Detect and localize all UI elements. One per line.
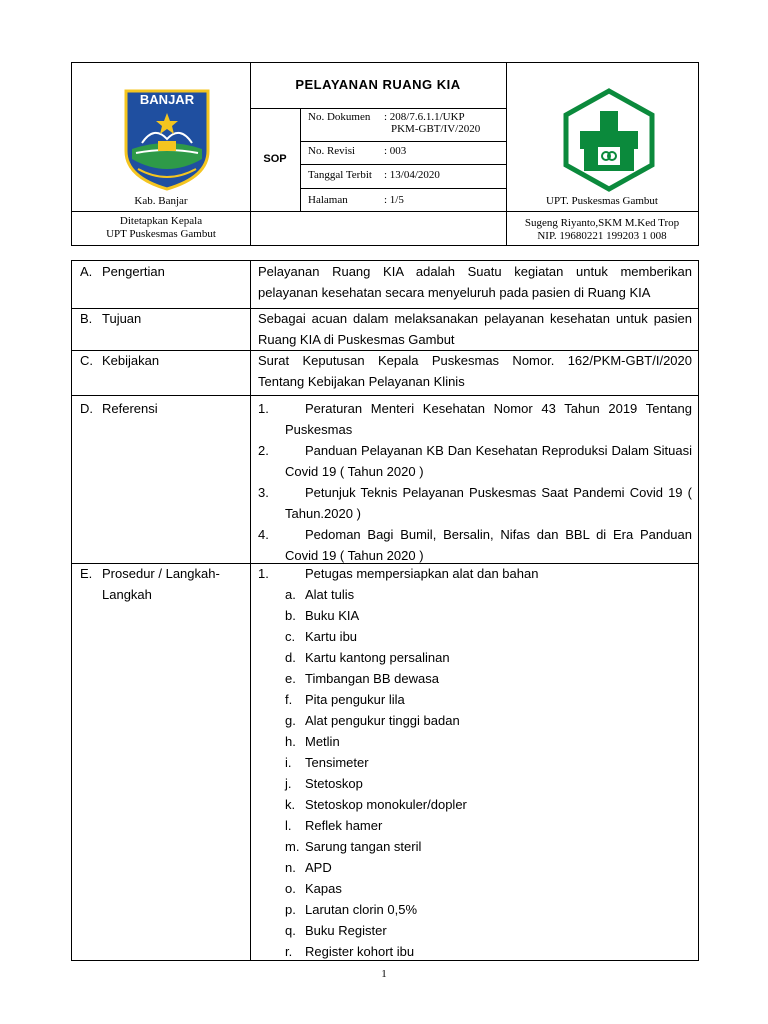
reference-text: Pedoman Bagi Bumil, Bersalin, Nifas dan BBL di Era Panduan Covid 19 ( Tahun 2020 ) [285, 527, 692, 563]
section-d-content [258, 398, 692, 566]
equipment-item [258, 878, 692, 899]
reference-item [258, 440, 692, 482]
section-c-letter: C. [80, 353, 93, 368]
equipment-letter: f. [285, 692, 293, 707]
equipment-item [258, 920, 692, 941]
equipment-letter: n. [285, 860, 296, 875]
equipment-item [258, 647, 692, 668]
reference-item [258, 524, 692, 566]
reference-item [258, 482, 692, 524]
equipment-letter: o. [285, 881, 296, 896]
equipment-letter: l. [285, 818, 292, 833]
equipment-item [258, 689, 692, 710]
equipment-text: Sarung tangan steril [305, 839, 422, 854]
equipment-text: Buku Register [305, 923, 387, 938]
section-d-title: Referensi [102, 401, 158, 416]
reference-number: 2. [258, 443, 269, 458]
reference-number: 4. [258, 527, 269, 542]
equipment-text: Buku KIA [305, 608, 360, 623]
equipment-text: Kapas [305, 881, 342, 896]
equipment-text: Reflek hamer [305, 818, 383, 833]
equipment-item [258, 815, 692, 836]
section-e-title: Prosedur / Langkah- [102, 566, 220, 581]
logo-text: BANJAR [139, 92, 195, 107]
reference-number: 3. [258, 485, 269, 500]
regency-caption: Kab. Banjar [134, 195, 188, 207]
section-d-letter: D. [80, 401, 93, 416]
revision-value: : 003 [384, 145, 407, 157]
equipment-letter: q. [285, 923, 296, 938]
equipment-letter: b. [285, 608, 296, 623]
equipment-text: Stetoskop monokuler/dopler [305, 797, 467, 812]
page-number: 1 [381, 968, 387, 980]
banjar-regency-logo [124, 89, 210, 191]
reference-text: Petunjuk Teknis Pelayanan Puskesmas Saat Pandemi Covid 19 ( Tahun.2020 ) [285, 485, 692, 521]
reference-number: 1. [258, 401, 269, 416]
equipment-item [258, 941, 692, 962]
equipment-text: Register kohort ibu [305, 944, 415, 959]
equipment-item [258, 710, 692, 731]
equipment-letter: a. [285, 587, 296, 602]
section-b-title: Tujuan [102, 311, 142, 326]
signer-name: Sugeng Riyanto,SKM M.Ked Trop [524, 217, 680, 229]
step-number: 1. [258, 566, 269, 581]
section-e-letter: E. [80, 566, 93, 581]
equipment-text: Kartu ibu [305, 629, 358, 644]
section-a-title: Pengertian [102, 264, 165, 279]
equipment-item [258, 794, 692, 815]
signer-block [506, 217, 698, 243]
equipment-letter: g. [285, 713, 296, 728]
document-title: PELAYANAN RUANG KIA [295, 77, 461, 92]
section-a-content: Pelayanan Ruang KIA adalah Suatu kegiatan untuk memberikan pelayanan kesehatan secara menyeluruh pada pasien di Ruang KIA [258, 264, 692, 300]
section-d-label [80, 398, 158, 419]
equipment-text: Tensimeter [305, 755, 369, 770]
established-line2: UPT Puskesmas Gambut [106, 228, 216, 240]
sop-label: SOP [263, 153, 287, 165]
equipment-item [258, 899, 692, 920]
sop-header-table [71, 62, 699, 246]
equipment-text: APD [305, 860, 332, 875]
revision-label: No. Revisi [308, 145, 356, 157]
puskesmas-logo [560, 87, 658, 193]
equipment-item [258, 836, 692, 857]
equipment-letter: e. [285, 671, 296, 686]
page-label: Halaman [308, 194, 348, 206]
equipment-letter: i. [285, 755, 292, 770]
equipment-text: Stetoskop [305, 776, 363, 791]
doc-number-line2: PKM-GBT/IV/2020 [391, 123, 481, 135]
equipment-text: Alat tulis [305, 587, 355, 602]
section-c-content: Surat Keputusan Kepala Puskesmas Nomor. 162/PKM-GBT/I/2020 Tentang Kebijakan Pelayanan Klinis [258, 353, 692, 389]
equipment-letter: j. [285, 776, 292, 791]
section-a-letter: A. [80, 264, 93, 279]
section-e-title-line2: Langkah [102, 587, 152, 602]
equipment-letter: c. [285, 629, 296, 644]
reference-text: Panduan Pelayanan KB Dan Kesehatan Reproduksi Dalam Situasi Covid 19 ( Tahun 2020 ) [285, 443, 692, 479]
doc-number-value [384, 111, 480, 135]
procedure-step [258, 563, 692, 584]
equipment-letter: m. [285, 839, 300, 854]
doc-number-label: No. Dokumen [308, 111, 371, 123]
equipment-item [258, 668, 692, 689]
established-line1: Ditetapkan Kepala [119, 215, 203, 227]
puskesmas-cross-icon [560, 87, 658, 193]
equipment-item [258, 731, 692, 752]
doc-number-line1: : 208/7.6.1.1/UKP [384, 111, 465, 123]
equipment-item [258, 584, 692, 605]
equipment-letter: h. [285, 734, 296, 749]
equipment-text: Alat pengukur tinggi badan [305, 713, 460, 728]
puskesmas-caption: UPT. Puskesmas Gambut [546, 195, 658, 207]
section-b-letter: B. [80, 311, 93, 326]
signer-nip: NIP. 19680221 199203 1 008 [537, 230, 667, 242]
equipment-letter: k. [285, 797, 296, 812]
section-a-label [80, 261, 165, 282]
equipment-letter: p. [285, 902, 296, 917]
equipment-text: Larutan clorin 0,5% [305, 902, 418, 917]
equipment-text: Metlin [305, 734, 340, 749]
reference-text: Peraturan Menteri Kesehatan Nomor 43 Tahun 2019 Tentang Puskesmas [285, 401, 692, 437]
section-b-label [80, 308, 141, 329]
section-c-title: Kebijakan [102, 353, 160, 368]
equipment-letter: d. [285, 650, 296, 665]
date-label: Tanggal Terbit [308, 169, 372, 181]
section-e-label [80, 563, 220, 605]
equipment-item [258, 857, 692, 878]
reference-item [258, 398, 692, 440]
section-b-content: Sebagai acuan dalam melaksanakan pelayanan kesehatan untuk pasien Ruang KIA di Puskesmas Gambut [258, 311, 692, 347]
date-value: : 13/04/2020 [384, 169, 440, 181]
step-text: Petugas mempersiapkan alat dan bahan [305, 566, 539, 581]
established-by [72, 215, 250, 241]
equipment-item [258, 773, 692, 794]
equipment-text: Pita pengukur lila [305, 692, 405, 707]
equipment-text: Kartu kantong persalinan [305, 650, 450, 665]
equipment-letter: r. [285, 944, 293, 959]
section-c-label [80, 350, 159, 371]
sop-body-table [71, 260, 699, 961]
equipment-text: Timbangan BB dewasa [305, 671, 439, 686]
equipment-item [258, 752, 692, 773]
section-e-content [258, 563, 692, 962]
equipment-item [258, 605, 692, 626]
page-value: : 1/5 [384, 194, 404, 206]
equipment-item [258, 626, 692, 647]
